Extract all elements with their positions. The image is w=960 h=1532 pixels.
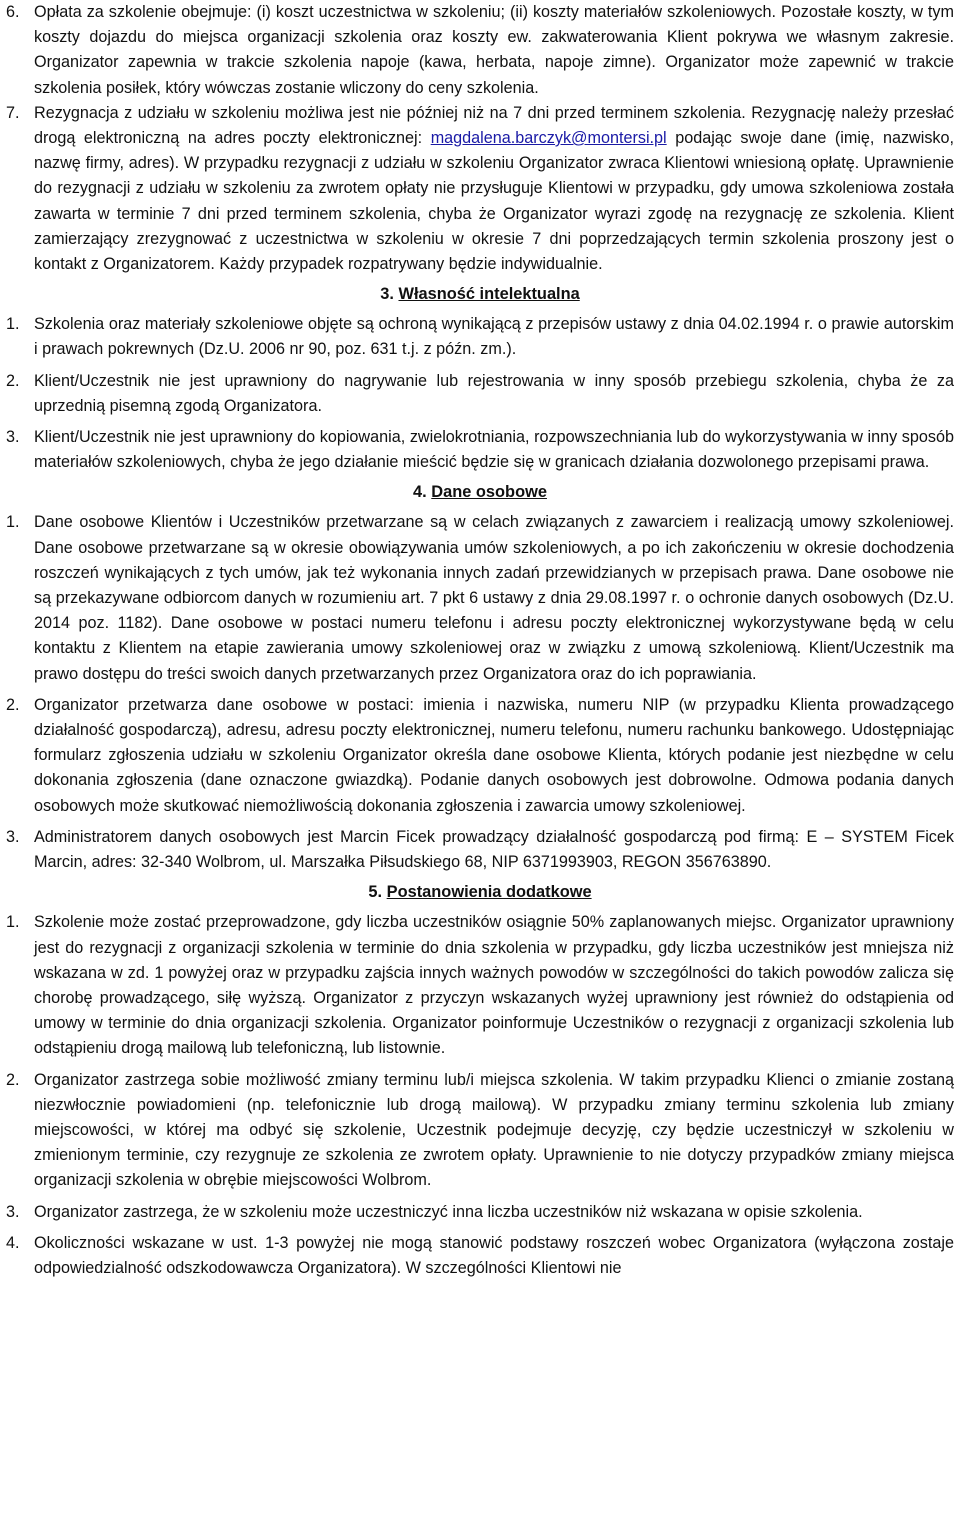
list-item bbox=[0, 369, 960, 419]
item-number: 1. bbox=[6, 315, 20, 334]
list-item bbox=[0, 510, 960, 686]
section-number: 4. bbox=[413, 483, 427, 502]
item-text: Okoliczności wskazane w ust. 1-3 powyżej nie mogą stanowić podstawy roszczeń wobec Organizatora (wyłączona zostaje odpowiedzialność odszkodowawcza Organizatora). W szczególności Klientowi nie bbox=[34, 1233, 954, 1277]
section-title: Postanowienia dodatkowe bbox=[386, 883, 592, 902]
section-number: 3. bbox=[380, 285, 394, 304]
list-item bbox=[0, 910, 960, 1061]
list-item bbox=[0, 312, 960, 362]
section-title: Własność intelektualna bbox=[398, 285, 580, 304]
item-number: 2. bbox=[6, 371, 20, 390]
item-number: 3. bbox=[6, 827, 20, 846]
item-text: Rezygnacja z udziału w szkoleniu możliwa jest nie później niż na 7 dni przed terminem szkolenia. Rezygnację należy przesłać drogą elektroniczną na adres poczty elektronicznej: bbox=[34, 103, 954, 148]
email-link[interactable]: magdalena.barczyk@montersi.pl bbox=[430, 129, 667, 148]
item-number: 4. bbox=[6, 1233, 20, 1252]
item-number: 3. bbox=[6, 1202, 20, 1221]
list-item bbox=[0, 425, 960, 475]
list-item bbox=[0, 825, 960, 875]
item-number: 6. bbox=[6, 3, 20, 21]
paragraph-item-6 bbox=[0, 0, 960, 101]
section-heading-additional-provisions bbox=[0, 880, 960, 905]
item-text: Organizator zastrzega sobie możliwość zmiany terminu lub/i miejsca szkolenia. W takim przypadku Klienci o zmianie zostaną niezwłocznie powiadomieni (np. telefonicznie lub drogą mailową). W przypadku zmiany terminu szkolenia lub zmiany miejscowości, w której ma odbyć się szkolenie, Uczestnik podejmuje decyzję, czy będzie uczestniczył w szkoleniu w zmienionym terminie, czy rezygnuje ze szkolenia ze zwrotem opłaty. Uprawnienie to nie dotyczy przypadków zmiany miejsca organizacji szkolenia w obrębie miejscowości Wolbrom. bbox=[34, 1070, 954, 1190]
section-number: 5. bbox=[368, 883, 383, 902]
item-number: 2. bbox=[6, 1070, 20, 1089]
item-text: Klient/Uczestnik nie jest uprawniony do kopiowania, zwielokrotniania, rozpowszechniania lub do wykorzystywania w inny sposób materiałów szkoleniowych, chyba że jego działanie mieścić będzie się w granicach działania dozwolonego przepisami prawa. bbox=[34, 428, 954, 472]
list-item bbox=[0, 693, 960, 819]
item-text: Szkolenia oraz materiały szkoleniowe objęte są ochroną wynikającą z przepisów ustawy z dnia 04.02.1994 r. o prawie autorskim i prawach pokrewnych (Dz.U. 2006 nr 90, poz. 631 t.j. z późn. zm.). bbox=[34, 315, 954, 359]
item-number: 7. bbox=[6, 103, 20, 122]
section-heading-intellectual-property bbox=[0, 282, 960, 307]
item-text: podając swoje dane (imię, nazwisko, nazwę firmy, adres). W przypadku rezygnacji z udziału w szkoleniu Organizator zwraca Klientowi wniesioną opłatę. Uprawnienie do rezygnacji z udziału w szkoleniu za zwrotem opłaty nie przysługuje Klientowi w przypadku, gdy umowa szkoleniowa została zawarta w terminie 7 dni przed terminem szkolenia, chyba że Organizator wyrazi zgodę na rezygnację ze szkolenia. Klient zamierzający zrezygnować z uczestnictwa w szkoleniu w okresie 7 dni poprzedzających termin szkolenia proszony jest o kontakt z Organizatorem. Każdy przypadek rozpatrywany będzie indywidualnie. bbox=[34, 129, 955, 274]
item-number: 1. bbox=[6, 913, 20, 932]
item-text: Opłata za szkolenie obejmuje: (i) koszt uczestnictwa w szkoleniu; (ii) koszty materiałów szkoleniowych. Pozostałe koszty, w tym koszty dojazdu do miejsca organizacji szkolenia oraz koszty ew. zakwaterowania Klient pokrywa we własnym zakresie. Organizator zapewnia w trakcie szkolenia napoje (kawa, herbata, napoje zimne). Organizator może zapewnić w trakcie szkolenia posiłek, który wówczas zostanie wliczony do ceny szkolenia. bbox=[34, 3, 954, 97]
list-item bbox=[0, 1200, 960, 1225]
item-text: Szkolenie może zostać przeprowadzone, gdy liczba uczestników osiągnie 50% zaplanowanych miejsc. Organizator uprawniony jest do rezygnacji z organizacji szkolenia w terminie do dnia szkolenia w przypadku, gdy liczba uczestników jest mniejsza niż wskazana w zd. 1 powyżej oraz w przypadku zajścia innych ważnych powodów w szczególności do takich powodów zalicza się chorobę prowadzącego, siłę wyższą. Organizator z przyczyn wskazanych wyżej uprawniony jest również do odstąpienia od umowy w terminie do dnia organizacji szkolenia. Organizator poinformuje Uczestników o rezygnacji z organizacji szkolenia lub odstąpieniu drogą mailową lub telefoniczną, lub listownie. bbox=[34, 913, 954, 1058]
list-item bbox=[0, 1068, 960, 1194]
item-text: Administratorem danych osobowych jest Marcin Ficek prowadzący działalność gospodarczą pod firmą: E – SYSTEM Ficek Marcin, adres: 32-340 Wolbrom, ul. Marszałka Piłsudskiego 68, NIP 6371993903, REGON 356763890. bbox=[34, 827, 954, 872]
list-item bbox=[0, 1231, 960, 1281]
item-number: 3. bbox=[6, 428, 20, 447]
item-number: 2. bbox=[6, 695, 20, 714]
paragraph-item-7 bbox=[0, 101, 960, 277]
item-text: Dane osobowe Klientów i Uczestników przetwarzane są w celach związanych z zawarciem i realizacją umowy szkoleniowej. Dane osobowe przetwarzane są w okresie obowiązywania umów szkoleniowych, a po ich zakończeniu w okresie dochodzenia roszczeń wynikających z tych umów, jak też wykonania innych zadań przewidzianych w przepisach prawa. Dane osobowe nie są przekazywane odbiorcom danych w rozumieniu art. 7 pkt 6 ustawy z dnia 29.08.1997 r. o ochronie danych osobowych (Dz.U. 2014 poz. 1182). Dane osobowe w postaci numeru telefonu i adresu poczty elektronicznej wykorzystywane będą w celu kontaktu z Klientem na etapie zawierania umowy szkoleniowej oraz w związku z umową szkoleniową. Klient/Uczestnik ma prawo dostępu do treści swoich danych przetwarzanych przez Organizatora oraz do ich poprawiania. bbox=[34, 513, 954, 683]
item-text: Organizator zastrzega, że w szkoleniu może uczestniczyć inna liczba uczestników niż wskazana w opisie szkolenia. bbox=[34, 1202, 863, 1221]
item-text: Organizator przetwarza dane osobowe w postaci: imienia i nazwiska, numeru NIP (w przypadku Klienta prowadzącego działalność gospodarczą), adresu, adresu poczty elektronicznej, numeru telefonu, numeru rachunku bankowego. Udostępniając formularz zgłoszenia udziału w szkoleniu Organizator określa dane osobowe Klienta, których podanie jest niezbędne w celu dokonania zgłoszenia (dane oznaczone gwiazdką). Podanie danych osobowych jest dobrowolne. Odmowa podania danych osobowych może skutkować niemożliwością dokonania zgłoszenia i zawarcia umowy szkoleniowej. bbox=[34, 695, 954, 815]
section-heading-personal-data bbox=[0, 480, 960, 505]
item-text: Klient/Uczestnik nie jest uprawniony do nagrywanie lub rejestrowania w inny sposób przebiegu szkolenia, chyba że za uprzednią pisemną zgodą Organizatora. bbox=[34, 371, 954, 415]
item-number: 1. bbox=[6, 513, 20, 532]
section-title: Dane osobowe bbox=[431, 483, 547, 502]
